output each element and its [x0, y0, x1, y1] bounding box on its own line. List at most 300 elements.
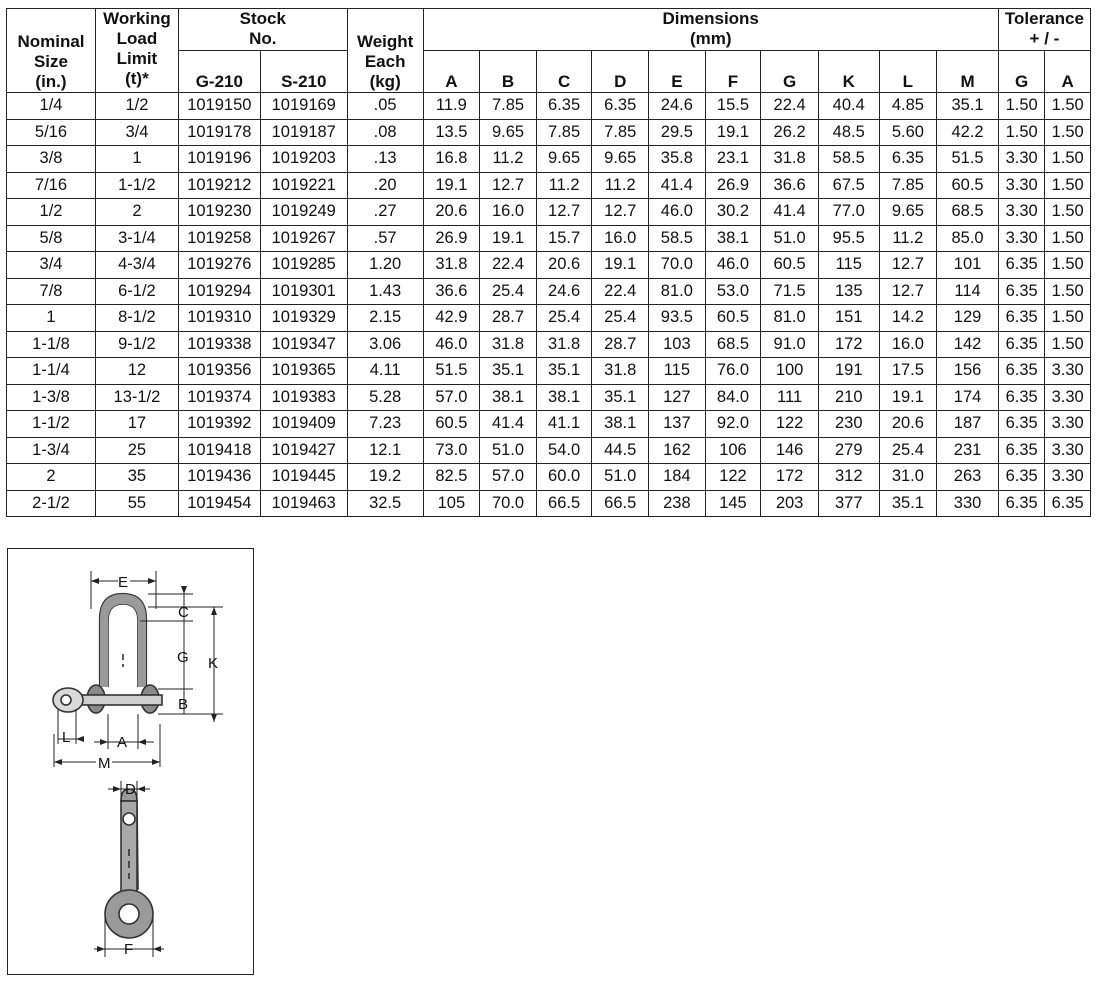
table-cell: 20.6 — [879, 411, 937, 438]
table-cell: 1-3/8 — [7, 384, 96, 411]
table-cell: 1019329 — [260, 305, 347, 332]
table-cell: 55 — [95, 490, 178, 517]
table-cell: 330 — [937, 490, 999, 517]
table-cell: 135 — [818, 278, 879, 305]
table-cell: 70.0 — [649, 252, 706, 279]
table-cell: 1 — [95, 146, 178, 173]
side-view-top-hole — [123, 813, 135, 825]
table-row — [7, 146, 1091, 173]
table-cell: 29.5 — [649, 119, 706, 146]
header-dimensions — [423, 9, 998, 51]
table-cell: 1/2 — [95, 93, 178, 120]
side-view-eye-hole — [119, 904, 139, 924]
table-cell: 46.0 — [649, 199, 706, 226]
table-cell: 1/4 — [7, 93, 96, 120]
table-cell: 36.6 — [761, 172, 819, 199]
table-cell: 15.5 — [705, 93, 761, 120]
table-cell: 105 — [423, 490, 480, 517]
table-cell: 106 — [705, 437, 761, 464]
header-stock-line1: Stock — [239, 9, 286, 28]
table-cell: 12.7 — [879, 278, 937, 305]
table-cell: 7/16 — [7, 172, 96, 199]
table-cell: 28.7 — [592, 331, 649, 358]
table-cell: 13.5 — [423, 119, 480, 146]
label-m: M — [98, 755, 111, 772]
table-cell: 1019418 — [178, 437, 260, 464]
label-c: C — [178, 604, 189, 621]
table-cell: 4.11 — [347, 358, 423, 385]
table-cell: 3.30 — [1045, 411, 1091, 438]
table-cell: 1019212 — [178, 172, 260, 199]
table-cell: 3.30 — [1045, 358, 1091, 385]
table-cell: 230 — [818, 411, 879, 438]
table-cell: 1019203 — [260, 146, 347, 173]
table-cell: 1019392 — [178, 411, 260, 438]
table-row — [7, 172, 1091, 199]
table-cell: 1019230 — [178, 199, 260, 226]
table-cell: 16.0 — [480, 199, 537, 226]
shackle-drawing — [8, 549, 255, 976]
table-cell: .20 — [347, 172, 423, 199]
table-cell: 2 — [7, 464, 96, 491]
table-cell: 3/8 — [7, 146, 96, 173]
table-cell: 3.30 — [998, 225, 1045, 252]
table-cell: 1-1/2 — [95, 172, 178, 199]
table-row — [7, 252, 1091, 279]
table-cell: 38.1 — [592, 411, 649, 438]
table-cell: 6.35 — [536, 93, 592, 120]
arrow-m-left — [54, 759, 62, 765]
table-row — [7, 358, 1091, 385]
table-cell: 66.5 — [592, 490, 649, 517]
table-cell: 1-1/2 — [7, 411, 96, 438]
table-cell: 60.0 — [536, 464, 592, 491]
table-cell: 6.35 — [998, 331, 1045, 358]
table-cell: 60.5 — [705, 305, 761, 332]
table-cell: 35.1 — [480, 358, 537, 385]
table-cell: 1/2 — [7, 199, 96, 226]
table-cell: 3.30 — [998, 172, 1045, 199]
table-cell: 19.1 — [705, 119, 761, 146]
table-cell: 6.35 — [998, 490, 1045, 517]
table-cell: 14.2 — [879, 305, 937, 332]
table-cell: 1.50 — [1045, 252, 1091, 279]
table-cell: 25.4 — [536, 305, 592, 332]
table-cell: 76.0 — [705, 358, 761, 385]
table-cell: 3.30 — [1045, 464, 1091, 491]
table-cell: 115 — [649, 358, 706, 385]
table-cell: 36.6 — [423, 278, 480, 305]
header-stock-line2: No. — [249, 29, 277, 48]
table-cell: 19.1 — [480, 225, 537, 252]
table-cell: 100 — [761, 358, 819, 385]
table-cell: 7.85 — [879, 172, 937, 199]
table-cell: 203 — [761, 490, 819, 517]
table-cell: 238 — [649, 490, 706, 517]
table-cell: 35.1 — [592, 384, 649, 411]
table-row — [7, 305, 1091, 332]
table-cell: 30.2 — [705, 199, 761, 226]
arrow-c-down — [181, 586, 187, 594]
header-tolerance-line2: + / - — [1029, 29, 1060, 48]
table-cell: 3.30 — [998, 146, 1045, 173]
table-cell: 111 — [761, 384, 819, 411]
header-wll-line3: Limit — [116, 49, 158, 68]
table-cell: 187 — [937, 411, 999, 438]
table-cell: 42.2 — [937, 119, 999, 146]
table-cell: 103 — [649, 331, 706, 358]
table-cell: 41.4 — [649, 172, 706, 199]
table-cell: 191 — [818, 358, 879, 385]
table-cell: 312 — [818, 464, 879, 491]
table-cell: 5.28 — [347, 384, 423, 411]
table-cell: 71.5 — [761, 278, 819, 305]
shackle-diagram — [7, 548, 254, 975]
label-d: D — [125, 781, 136, 798]
table-cell: .27 — [347, 199, 423, 226]
header-dim-k: K — [818, 51, 879, 93]
header-dim-c: C — [536, 51, 592, 93]
table-cell: 67.5 — [818, 172, 879, 199]
table-cell: 9.65 — [879, 199, 937, 226]
table-cell: 68.5 — [705, 331, 761, 358]
table-cell: 6.35 — [879, 146, 937, 173]
table-cell: 19.2 — [347, 464, 423, 491]
table-cell: 1019454 — [178, 490, 260, 517]
table-cell: 12 — [95, 358, 178, 385]
table-cell: 13-1/2 — [95, 384, 178, 411]
header-dim-g: G — [761, 51, 819, 93]
table-cell: 81.0 — [761, 305, 819, 332]
table-cell: 1.50 — [998, 93, 1045, 120]
table-cell: 54.0 — [536, 437, 592, 464]
table-row — [7, 331, 1091, 358]
table-cell: 1019267 — [260, 225, 347, 252]
table-row — [7, 490, 1091, 517]
table-cell: 1.50 — [1045, 172, 1091, 199]
table-cell: 51.0 — [761, 225, 819, 252]
table-cell: 1019463 — [260, 490, 347, 517]
table-cell: 51.0 — [480, 437, 537, 464]
table-cell: 3/4 — [7, 252, 96, 279]
table-cell: 7.85 — [480, 93, 537, 120]
table-cell: 12.1 — [347, 437, 423, 464]
table-cell: 41.1 — [536, 411, 592, 438]
table-cell: 7.23 — [347, 411, 423, 438]
arrow-d-left — [113, 786, 121, 792]
table-cell: 1019178 — [178, 119, 260, 146]
table-cell: 210 — [818, 384, 879, 411]
label-b: B — [178, 696, 189, 713]
table-cell: 1019338 — [178, 331, 260, 358]
table-cell: 2-1/2 — [7, 490, 96, 517]
table-cell: 1.50 — [1045, 146, 1091, 173]
table-cell: 142 — [937, 331, 999, 358]
table-cell: 38.1 — [480, 384, 537, 411]
table-cell: 145 — [705, 490, 761, 517]
table-cell: 6.35 — [592, 93, 649, 120]
table-cell: 1019409 — [260, 411, 347, 438]
header-dim-f: F — [705, 51, 761, 93]
table-cell: 41.4 — [761, 199, 819, 226]
table-cell: 9.65 — [592, 146, 649, 173]
table-cell: 17.5 — [879, 358, 937, 385]
table-cell: 31.0 — [879, 464, 937, 491]
arrow-d-right — [137, 786, 145, 792]
table-cell: 93.5 — [649, 305, 706, 332]
table-cell: 1019374 — [178, 384, 260, 411]
table-cell: 20.6 — [536, 252, 592, 279]
header-weight-line2: Each — [364, 52, 406, 71]
table-cell: 51.0 — [592, 464, 649, 491]
table-cell: 6.35 — [998, 305, 1045, 332]
table-cell: 28.7 — [480, 305, 537, 332]
table-cell: 4-3/4 — [95, 252, 178, 279]
shackle-bow-fill-left — [100, 619, 108, 687]
table-cell: 8-1/2 — [95, 305, 178, 332]
header-nominal-line2: Size — [33, 52, 68, 71]
table-cell: 19.1 — [423, 172, 480, 199]
table-cell: 22.4 — [592, 278, 649, 305]
table-cell: 7/8 — [7, 278, 96, 305]
table-cell: 12.7 — [879, 252, 937, 279]
table-cell: 92.0 — [705, 411, 761, 438]
table-cell: 1019436 — [178, 464, 260, 491]
table-cell: 11.2 — [480, 146, 537, 173]
table-cell: 114 — [937, 278, 999, 305]
table-cell: 1019258 — [178, 225, 260, 252]
label-g: G — [177, 649, 189, 666]
table-cell: 1.50 — [1045, 225, 1091, 252]
table-cell: 25 — [95, 437, 178, 464]
table-cell: 91.0 — [761, 331, 819, 358]
table-cell: 12.7 — [536, 199, 592, 226]
table-cell: 1019294 — [178, 278, 260, 305]
table-cell: 35.1 — [536, 358, 592, 385]
arrow-f-left — [97, 946, 105, 952]
table-cell: 1.20 — [347, 252, 423, 279]
table-cell: 1019196 — [178, 146, 260, 173]
table-cell: 57.0 — [423, 384, 480, 411]
table-cell: 12.7 — [592, 199, 649, 226]
table-cell: 6.35 — [998, 464, 1045, 491]
table-cell: 3.06 — [347, 331, 423, 358]
table-cell: 22.4 — [761, 93, 819, 120]
header-dim-a: A — [423, 51, 480, 93]
table-cell: .05 — [347, 93, 423, 120]
header-s210: S-210 — [260, 51, 347, 93]
table-cell: 25.4 — [879, 437, 937, 464]
table-cell: 25.4 — [480, 278, 537, 305]
table-cell: 1019383 — [260, 384, 347, 411]
table-cell: 174 — [937, 384, 999, 411]
label-l: L — [62, 729, 71, 746]
table-cell: 6-1/2 — [95, 278, 178, 305]
table-cell: 101 — [937, 252, 999, 279]
table-cell: 31.8 — [592, 358, 649, 385]
table-cell: 82.5 — [423, 464, 480, 491]
table-cell: 26.9 — [705, 172, 761, 199]
table-cell: 53.0 — [705, 278, 761, 305]
table-row — [7, 93, 1091, 120]
header-nominal-line3: (in.) — [35, 72, 67, 91]
table-cell: 60.5 — [761, 252, 819, 279]
table-cell: 51.5 — [937, 146, 999, 173]
arrow-e-left — [91, 578, 99, 584]
shackle-pin-hole — [61, 695, 71, 705]
arrow-a-right — [138, 739, 146, 745]
table-cell: 20.6 — [423, 199, 480, 226]
table-cell: 3-1/4 — [95, 225, 178, 252]
table-cell: 95.5 — [818, 225, 879, 252]
table-row — [7, 225, 1091, 252]
table-row — [7, 464, 1091, 491]
header-tol-a: A — [1045, 51, 1091, 93]
table-cell: 1-1/8 — [7, 331, 96, 358]
table-cell: 85.0 — [937, 225, 999, 252]
table-cell: 60.5 — [423, 411, 480, 438]
table-cell: 146 — [761, 437, 819, 464]
label-k: K — [208, 655, 219, 672]
arrow-k-bottom — [211, 714, 217, 722]
table-cell: 3.30 — [1045, 437, 1091, 464]
table-cell: 1019249 — [260, 199, 347, 226]
header-wll-line2: Load — [116, 29, 158, 48]
table-cell: 26.2 — [761, 119, 819, 146]
header-weight-line3: (kg) — [369, 72, 401, 91]
table-cell: 6.35 — [998, 411, 1045, 438]
arrow-k-top — [211, 607, 217, 615]
table-cell: 51.5 — [423, 358, 480, 385]
header-nominal-line1: Nominal — [17, 32, 85, 51]
header-weight-each — [347, 9, 423, 93]
shackle-pin — [72, 695, 162, 705]
table-cell: 66.5 — [536, 490, 592, 517]
table-cell: 11.2 — [536, 172, 592, 199]
table-cell: 68.5 — [937, 199, 999, 226]
table-cell: 1019356 — [178, 358, 260, 385]
table-cell: 42.9 — [423, 305, 480, 332]
table-cell: 1.50 — [998, 119, 1045, 146]
table-cell: 32.5 — [347, 490, 423, 517]
table-cell: 1019347 — [260, 331, 347, 358]
table-cell: 1-3/4 — [7, 437, 96, 464]
table-row — [7, 119, 1091, 146]
table-cell: 377 — [818, 490, 879, 517]
table-cell: 1019310 — [178, 305, 260, 332]
table-cell: 5/8 — [7, 225, 96, 252]
table-cell: 122 — [705, 464, 761, 491]
table-cell: 6.35 — [998, 252, 1045, 279]
table-cell: 35.1 — [879, 490, 937, 517]
table-cell: .13 — [347, 146, 423, 173]
table-cell: 24.6 — [536, 278, 592, 305]
header-tolerance-line1: Tolerance — [1004, 9, 1084, 28]
header-dimensions-line2: (mm) — [689, 29, 732, 48]
header-stock-no — [178, 9, 347, 51]
table-cell: 17 — [95, 411, 178, 438]
table-cell: 151 — [818, 305, 879, 332]
table-cell: 2.15 — [347, 305, 423, 332]
table-cell: 1019276 — [178, 252, 260, 279]
table-cell: 35.1 — [937, 93, 999, 120]
table-cell: 9.65 — [480, 119, 537, 146]
table-cell: 1019285 — [260, 252, 347, 279]
table-cell: .57 — [347, 225, 423, 252]
table-cell: 3.30 — [998, 199, 1045, 226]
table-cell: 263 — [937, 464, 999, 491]
table-cell: 38.1 — [705, 225, 761, 252]
table-cell: 22.4 — [480, 252, 537, 279]
table-cell: 1.50 — [1045, 305, 1091, 332]
table-cell: 31.8 — [423, 252, 480, 279]
header-g210: G-210 — [178, 51, 260, 93]
table-cell: 58.5 — [818, 146, 879, 173]
table-cell: 1.50 — [1045, 119, 1091, 146]
table-cell: 48.5 — [818, 119, 879, 146]
table-row — [7, 199, 1091, 226]
table-cell: 127 — [649, 384, 706, 411]
table-cell: 2 — [95, 199, 178, 226]
label-e: E — [118, 574, 129, 591]
header-dim-d: D — [592, 51, 649, 93]
table-row — [7, 278, 1091, 305]
table-cell: 12.7 — [480, 172, 537, 199]
header-dim-l: L — [879, 51, 937, 93]
arrow-a-left — [100, 739, 108, 745]
arrow-l-right — [76, 736, 84, 742]
table-cell: 1019169 — [260, 93, 347, 120]
table-cell: 31.8 — [761, 146, 819, 173]
table-cell: 6.35 — [998, 358, 1045, 385]
header-dimensions-line1: Dimensions — [662, 9, 759, 28]
header-weight-line1: Weight — [356, 32, 414, 51]
table-cell: 24.6 — [649, 93, 706, 120]
table-cell: 16.0 — [879, 331, 937, 358]
header-wll-line4: (t)* — [125, 69, 149, 88]
table-cell: 46.0 — [423, 331, 480, 358]
table-cell: 1019187 — [260, 119, 347, 146]
table-cell: 9.65 — [536, 146, 592, 173]
table-cell: 58.5 — [649, 225, 706, 252]
table-cell: 11.2 — [592, 172, 649, 199]
table-cell: 1019445 — [260, 464, 347, 491]
label-f: F — [124, 941, 134, 958]
table-cell: 1.50 — [1045, 331, 1091, 358]
table-cell: .08 — [347, 119, 423, 146]
table-cell: 57.0 — [480, 464, 537, 491]
header-dim-e: E — [649, 51, 706, 93]
table-cell: 122 — [761, 411, 819, 438]
table-body — [7, 93, 1091, 517]
table-cell: 15.7 — [536, 225, 592, 252]
table-cell: 156 — [937, 358, 999, 385]
table-cell: 184 — [649, 464, 706, 491]
table-cell: 77.0 — [818, 199, 879, 226]
table-cell: 1.50 — [1045, 278, 1091, 305]
table-cell: 16.0 — [592, 225, 649, 252]
table-cell: 25.4 — [592, 305, 649, 332]
table-cell: 7.85 — [536, 119, 592, 146]
table-cell: 4.85 — [879, 93, 937, 120]
header-working-load-limit — [95, 9, 178, 93]
arrow-f-right — [153, 946, 161, 952]
table-cell: 5/16 — [7, 119, 96, 146]
table-cell: 1019150 — [178, 93, 260, 120]
table-cell: 19.1 — [592, 252, 649, 279]
table-cell: 3.30 — [1045, 384, 1091, 411]
table-cell: 81.0 — [649, 278, 706, 305]
